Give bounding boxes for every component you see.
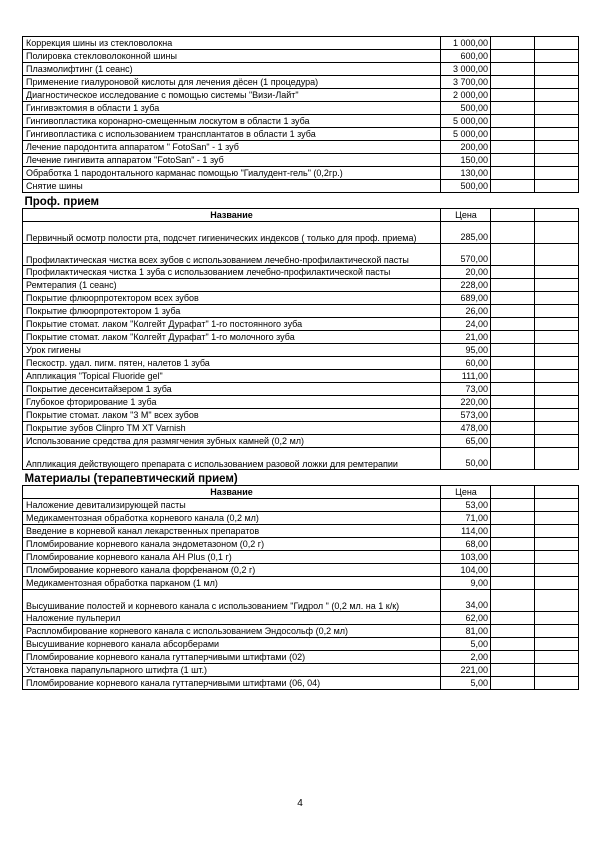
empty-cell [535,244,579,266]
empty-cell [491,331,535,344]
service-name: Наложение пульперил [23,612,441,625]
service-price: 104,00 [441,564,491,577]
empty-cell [535,409,579,422]
service-price: 200,00 [441,141,491,154]
service-price: 285,00 [441,222,491,244]
empty-cell [535,63,579,76]
service-price: 68,00 [441,538,491,551]
empty-cell [491,344,535,357]
service-price: 73,00 [441,383,491,396]
service-price: 26,00 [441,305,491,318]
table-row [23,651,579,664]
empty-cell [535,370,579,383]
empty-cell [491,76,535,89]
service-price: 3 700,00 [441,76,491,89]
empty-cell [535,292,579,305]
service-price: 95,00 [441,344,491,357]
column-header-price: Цена [441,209,491,222]
service-price: 570,00 [441,244,491,266]
empty-cell [491,128,535,141]
service-price: 150,00 [441,154,491,167]
empty-cell [491,612,535,625]
section-title-row [23,193,579,209]
table-row [23,89,579,102]
service-price: 5 000,00 [441,115,491,128]
empty-cell [535,435,579,448]
empty-cell [491,512,535,525]
empty-cell [491,63,535,76]
empty-cell [535,422,579,435]
service-price: 130,00 [441,167,491,180]
empty-cell [491,409,535,422]
service-name: Медикаментозная обработка корневого канала (0,2 мл) [23,512,441,525]
empty-cell [535,37,579,50]
service-price: 500,00 [441,180,491,193]
empty-cell [535,664,579,677]
table-row [23,50,579,63]
service-price: 24,00 [441,318,491,331]
empty-cell [535,383,579,396]
empty-cell [491,115,535,128]
empty-cell [491,209,535,222]
empty-cell [535,331,579,344]
empty-cell [535,551,579,564]
table-row [23,512,579,525]
empty-cell [535,167,579,180]
section-title: Проф. прием [23,193,491,209]
service-name: Покрытие флюорпротектором всех зубов [23,292,441,305]
service-name: Пескостр. удал. пигм. пятен, налетов 1 зуба [23,357,441,370]
section-title: Материалы (терапевтический прием) [23,470,491,486]
table-row [23,396,579,409]
service-name: Обработка 1 пародонтального карманас помощью "Гиалудент-гель" (0,2гр.) [23,167,441,180]
table-row [23,266,579,279]
empty-cell [535,154,579,167]
service-price: 573,00 [441,409,491,422]
service-name: Гингивопластика коронарно-смещенным лоскутом в области 1 зуба [23,115,441,128]
empty-cell [535,209,579,222]
table-row [23,664,579,677]
service-name: Ремтерапия (1 сеанс) [23,279,441,292]
service-name: Пломбирование корневого канала форфенаном (0,2 г) [23,564,441,577]
column-header-price: Цена [441,486,491,499]
table-row [23,292,579,305]
table-row [23,525,579,538]
empty-cell [491,525,535,538]
empty-cell [491,244,535,266]
service-name: Пломбирование корневого канала гуттаперчивыми штифтами (02) [23,651,441,664]
service-price: 2,00 [441,651,491,664]
table-row [23,76,579,89]
empty-cell [491,266,535,279]
service-name: Урок гигиены [23,344,441,357]
service-price: 600,00 [441,50,491,63]
table-row [23,63,579,76]
service-name: Снятие шины [23,180,441,193]
empty-cell [491,448,535,470]
table-row [23,141,579,154]
table-row [23,128,579,141]
service-name: Пломбирование корневого канала эндометазоном (0,2 г) [23,538,441,551]
service-price: 60,00 [441,357,491,370]
service-name: Высушивание корневого канала абсорберами [23,638,441,651]
empty-cell [535,590,579,612]
empty-cell [491,193,535,209]
service-price: 689,00 [441,292,491,305]
table-row [23,331,579,344]
empty-cell [535,305,579,318]
empty-cell [491,180,535,193]
table-row [23,102,579,115]
service-price: 20,00 [441,266,491,279]
empty-cell [491,499,535,512]
table-row [23,305,579,318]
table-row [23,244,579,266]
empty-cell [491,292,535,305]
service-price: 3 000,00 [441,63,491,76]
empty-cell [491,422,535,435]
table-row [23,422,579,435]
empty-cell [535,625,579,638]
table-row [23,115,579,128]
empty-cell [491,664,535,677]
service-name: Покрытие десенситайзером 1 зуба [23,383,441,396]
service-name: Покрытие стомат. лаком "Колгейт Дурафат" 1-го молочного зуба [23,331,441,344]
empty-cell [491,577,535,590]
empty-cell [535,651,579,664]
empty-cell [491,538,535,551]
column-header-name: Название [23,486,441,499]
table-row [23,154,579,167]
empty-cell [535,128,579,141]
service-price: 34,00 [441,590,491,612]
empty-cell [535,266,579,279]
empty-cell [491,590,535,612]
empty-cell [535,76,579,89]
service-price: 228,00 [441,279,491,292]
empty-cell [535,538,579,551]
service-price: 5,00 [441,677,491,690]
service-price: 103,00 [441,551,491,564]
table-row [23,344,579,357]
service-name: Гингивопластика с использованием трансплантатов в области 1 зуба [23,128,441,141]
empty-cell [535,470,579,486]
service-name: Пломбирование корневого канала AH Plus (0,1 г) [23,551,441,564]
service-price: 221,00 [441,664,491,677]
empty-cell [491,677,535,690]
service-price: 5 000,00 [441,128,491,141]
price-list-document [22,36,578,690]
empty-cell [491,651,535,664]
service-price: 62,00 [441,612,491,625]
section-title-row [23,470,579,486]
table-row [23,435,579,448]
empty-cell [491,638,535,651]
empty-cell [535,357,579,370]
empty-cell [535,141,579,154]
empty-cell [535,50,579,63]
service-name: Использование средства для размягчения зубных камней (0,2 мл) [23,435,441,448]
page-number: 4 [297,798,303,809]
service-name: Коррекция шины из стекловолокна [23,37,441,50]
table-row [23,590,579,612]
table-header-row [23,209,579,222]
empty-cell [535,396,579,409]
empty-cell [535,89,579,102]
service-name: Диагностическое исследование с помощью системы "Визи-Лайт" [23,89,441,102]
service-name: Покрытие флюорпротектором 1 зуба [23,305,441,318]
service-price: 5,00 [441,638,491,651]
table-row [23,612,579,625]
empty-cell [535,180,579,193]
empty-cell [535,222,579,244]
empty-cell [491,486,535,499]
service-price: 9,00 [441,577,491,590]
table-row [23,551,579,564]
service-name: Первичный осмотр полости рта, подсчет гигиенических индексов ( только для проф. приема) [23,222,441,244]
service-name: Профилактическая чистка 1 зуба с использованием лечебно-профилактической пасты [23,266,441,279]
empty-cell [491,222,535,244]
empty-cell [491,370,535,383]
service-name: Плазмолифтинг (1 сеанс) [23,63,441,76]
table-row [23,180,579,193]
empty-cell [491,37,535,50]
service-price: 220,00 [441,396,491,409]
service-name: Лечение гингивита аппаратом "FotoSan" - 1 зуб [23,154,441,167]
empty-cell [491,551,535,564]
table-row [23,677,579,690]
service-price: 111,00 [441,370,491,383]
service-name: Медикаментозная обработка парканом (1 мл) [23,577,441,590]
empty-cell [491,154,535,167]
empty-cell [535,577,579,590]
table-row [23,318,579,331]
table-row [23,499,579,512]
empty-cell [535,279,579,292]
service-name: Покрытие стомат. лаком "Колгейт Дурафат" 1-го постоянного зуба [23,318,441,331]
empty-cell [491,470,535,486]
service-name: Глубокое фторирование 1 зуба [23,396,441,409]
empty-cell [535,102,579,115]
table-row [23,357,579,370]
table-row [23,448,579,470]
table-row [23,37,579,50]
service-price: 81,00 [441,625,491,638]
service-name: Пломбирование корневого канала гуттаперчивыми штифтами (06, 04) [23,677,441,690]
table-row [23,638,579,651]
empty-cell [535,193,579,209]
empty-cell [491,167,535,180]
empty-cell [491,625,535,638]
empty-cell [491,357,535,370]
empty-cell [491,50,535,63]
service-name: Распломбирование корневого канала с использованием Эндосольф (0,2 мл) [23,625,441,638]
service-price: 2 000,00 [441,89,491,102]
empty-cell [535,677,579,690]
service-name: Полировка стекловолоконной шины [23,50,441,63]
service-price: 71,00 [441,512,491,525]
table-row [23,409,579,422]
service-price: 478,00 [441,422,491,435]
table-header-row [23,486,579,499]
service-name: Введение в корневой канал лекарственных препаратов [23,525,441,538]
empty-cell [491,383,535,396]
empty-cell [491,435,535,448]
empty-cell [535,638,579,651]
table-row [23,279,579,292]
empty-cell [491,89,535,102]
empty-cell [535,344,579,357]
empty-cell [491,141,535,154]
price-table [22,36,579,690]
empty-cell [491,396,535,409]
table-row [23,538,579,551]
empty-cell [535,525,579,538]
empty-cell [491,279,535,292]
service-price: 500,00 [441,102,491,115]
service-name: Покрытие стомат. лаком "3 М" всех зубов [23,409,441,422]
table-row [23,625,579,638]
service-name: Аппликация действующего препарата с использованием разовой ложки для ремтерапии [23,448,441,470]
empty-cell [535,486,579,499]
empty-cell [491,102,535,115]
empty-cell [535,318,579,331]
empty-cell [491,305,535,318]
service-name: Покрытие зубов Clinpro TM XT Varnish [23,422,441,435]
column-header-name: Название [23,209,441,222]
empty-cell [535,612,579,625]
empty-cell [535,448,579,470]
service-name: Профилактическая чистка всех зубов с использованием лечебно-профилактической пасты [23,244,441,266]
service-price: 114,00 [441,525,491,538]
table-row [23,577,579,590]
empty-cell [535,564,579,577]
table-row [23,222,579,244]
service-name: Лечение пародонтита аппаратом " FotoSan" - 1 зуб [23,141,441,154]
table-row [23,370,579,383]
service-price: 65,00 [441,435,491,448]
service-price: 1 000,00 [441,37,491,50]
service-name: Аппликация "Topical Fluoride gel" [23,370,441,383]
service-price: 53,00 [441,499,491,512]
service-name: Применение гиалуроновой кислоты для лечения дёсен (1 процедура) [23,76,441,89]
service-name: Установка парапульпарного штифта (1 шт.) [23,664,441,677]
table-row [23,167,579,180]
empty-cell [535,115,579,128]
empty-cell [535,512,579,525]
service-name: Высушивание полостей и корневого канала с использованием "Гидрол " (0,2 мл. на 1 к/к) [23,590,441,612]
service-name: Гингивэктомия в области 1 зуба [23,102,441,115]
table-row [23,383,579,396]
table-row [23,564,579,577]
empty-cell [491,318,535,331]
empty-cell [491,564,535,577]
empty-cell [535,499,579,512]
service-price: 21,00 [441,331,491,344]
service-name: Наложение девитализирующей пасты [23,499,441,512]
service-price: 50,00 [441,448,491,470]
